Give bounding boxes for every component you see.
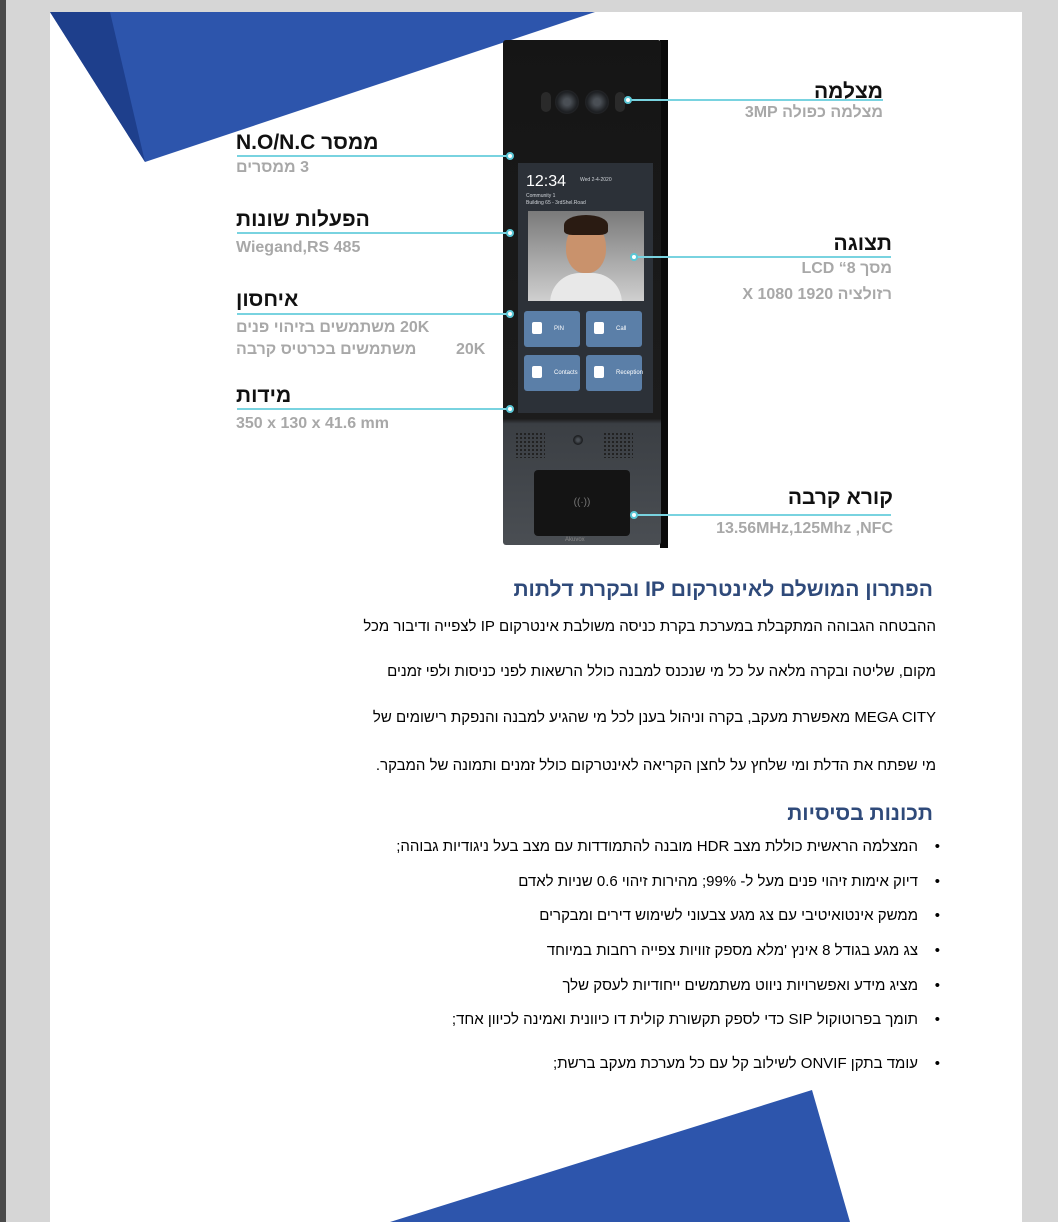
callout-camera-subtitle: מצלמה כפולה 3MP bbox=[744, 104, 883, 121]
callout-reader-title: קורא קרבה bbox=[787, 486, 893, 509]
callout-display-line1: מסך 8“ LCD bbox=[801, 260, 892, 277]
callout-line-relay bbox=[237, 155, 511, 157]
speaker-grill bbox=[515, 432, 545, 458]
list-item: • דיוק אימות זיהוי פנים מעל ל- 99%; מהירות זיהוי 0.6 שניות לאדם bbox=[240, 873, 940, 908]
device-screen bbox=[518, 163, 653, 413]
callout-storage-line2: משתמשים בכרטיס קרבה bbox=[236, 341, 417, 358]
tile-pin: PIN bbox=[524, 311, 580, 347]
ir-led bbox=[615, 92, 625, 112]
screen-info-line2: Building 65 - 3rdShel.Road bbox=[526, 200, 586, 206]
callout-line-operations bbox=[237, 232, 511, 234]
callout-dot-dimensions bbox=[506, 405, 514, 413]
list-item: • תומך בפרוטוקול SIP כדי לספק תקשורת קולית דו כיוונית ואמינה לכיוון אחד; bbox=[240, 1011, 940, 1055]
intro-line-1: ההבטחה הגבוהה המתקבלת במערכת בקרת כניסה משולבת אינטרקום IP לצפייה ודיבור מכל bbox=[363, 618, 936, 635]
list-item: • ממשק אינטואיטיבי עם צג מגע צבעוני לשימוש דירים ומבקרים bbox=[240, 907, 940, 942]
screen-info-line1: Community 1 bbox=[526, 193, 556, 199]
secondary-camera-icon bbox=[573, 435, 583, 445]
list-item: • עומד בתקן ONVIF לשילוב קל עם כל מערכת מעקב ברשת; bbox=[240, 1055, 940, 1090]
tile-call: Call bbox=[586, 311, 642, 347]
camera-lens-icon bbox=[555, 90, 579, 114]
list-item: • מציג מידע ואפשרויות ניווט משתמשים ייחודיות לעסק שלך bbox=[240, 977, 940, 1012]
device-brand: Akuvox bbox=[565, 537, 585, 543]
bottom-decoration bbox=[380, 1082, 860, 1222]
intro-line-4: מי שפתח את הדלת ומי שלחץ על לחצן הקריאה לאינטרקום כולל זמנים ותמונה של המבקר. bbox=[375, 757, 936, 774]
features-title: תכונות בסיסיות bbox=[787, 802, 933, 825]
card-reader-pad: ((·)) bbox=[534, 470, 630, 536]
callout-relay-subtitle: 3 ממסרים bbox=[236, 159, 310, 176]
callout-line-reader bbox=[636, 514, 891, 516]
tile-reception: Reception bbox=[586, 355, 642, 391]
home-icon bbox=[594, 366, 604, 378]
callout-storage-line1: 20K משתמשים בזיהוי פנים bbox=[236, 319, 430, 336]
intercom-device bbox=[503, 40, 668, 548]
device-side bbox=[660, 40, 668, 548]
contacts-icon bbox=[532, 366, 542, 378]
callout-relay-title: ממסר N.O/N.C bbox=[236, 131, 379, 154]
callout-dot-reader bbox=[630, 511, 638, 519]
list-item: • צג מגע בגודל 8 אינץ 'מלא מספק זוויות צפייה רחבות במיוחד bbox=[240, 942, 940, 977]
window-edge bbox=[0, 0, 6, 1222]
phone-icon bbox=[594, 322, 604, 334]
ir-led bbox=[541, 92, 551, 112]
lock-icon bbox=[532, 322, 542, 334]
screen-time: 12:34 bbox=[526, 173, 567, 190]
callout-operations-subtitle: Wiegand,RS 485 bbox=[236, 239, 361, 256]
features-list bbox=[240, 838, 940, 1090]
speaker-grill bbox=[603, 432, 633, 458]
callout-storage-line2-value: 20K bbox=[456, 341, 486, 358]
callout-dimensions-subtitle: 350 x 130 x 41.6 mm bbox=[236, 415, 390, 432]
screen-date: Wed 2-4-2020 bbox=[580, 177, 612, 183]
callout-reader-subtitle: 13.56MHz,125Mhz ,NFC bbox=[716, 520, 893, 537]
camera-lens-icon bbox=[585, 90, 609, 114]
intro-line-2: מקום, שליטה ובקרה מלאה על כל מי שנכנס למבנה כולל הרשאות לפני כניסות ולפי זמנים bbox=[387, 663, 936, 680]
callout-line-dimensions bbox=[237, 408, 511, 410]
callout-display-line2: רזולציה 1920 X 1080 bbox=[742, 286, 892, 303]
callout-storage-title: איחסון bbox=[236, 288, 299, 311]
list-item: • המצלמה הראשית כוללת מצב HDR מובנה להתמודדות עם מצב בעל ניגודיות גבוהה; bbox=[240, 838, 940, 873]
callout-display-title: תצוגה bbox=[833, 232, 892, 255]
callout-operations-title: הפעלות שונות bbox=[236, 208, 370, 231]
callout-dot-display bbox=[630, 253, 638, 261]
callout-dot-operations bbox=[506, 229, 514, 237]
intro-title: הפתרון המושלם לאינטרקום IP ובקרת דלתות bbox=[513, 578, 933, 601]
callout-line-display bbox=[636, 256, 891, 258]
callout-line-storage bbox=[237, 313, 511, 315]
callout-dot-storage bbox=[506, 310, 514, 318]
callout-dot-relay bbox=[506, 152, 514, 160]
face-photo bbox=[528, 211, 644, 301]
callout-camera-title: מצלמה bbox=[813, 80, 883, 103]
tile-contacts: Contacts bbox=[524, 355, 580, 391]
callout-dimensions-title: מידות bbox=[236, 384, 292, 407]
callout-dot-camera bbox=[624, 96, 632, 104]
intro-line-3: MEGA CITY מאפשרת מעקב, בקרה וניהול בענן לכל מי שהגיע למבנה והנפקת רישומים של bbox=[372, 709, 936, 726]
